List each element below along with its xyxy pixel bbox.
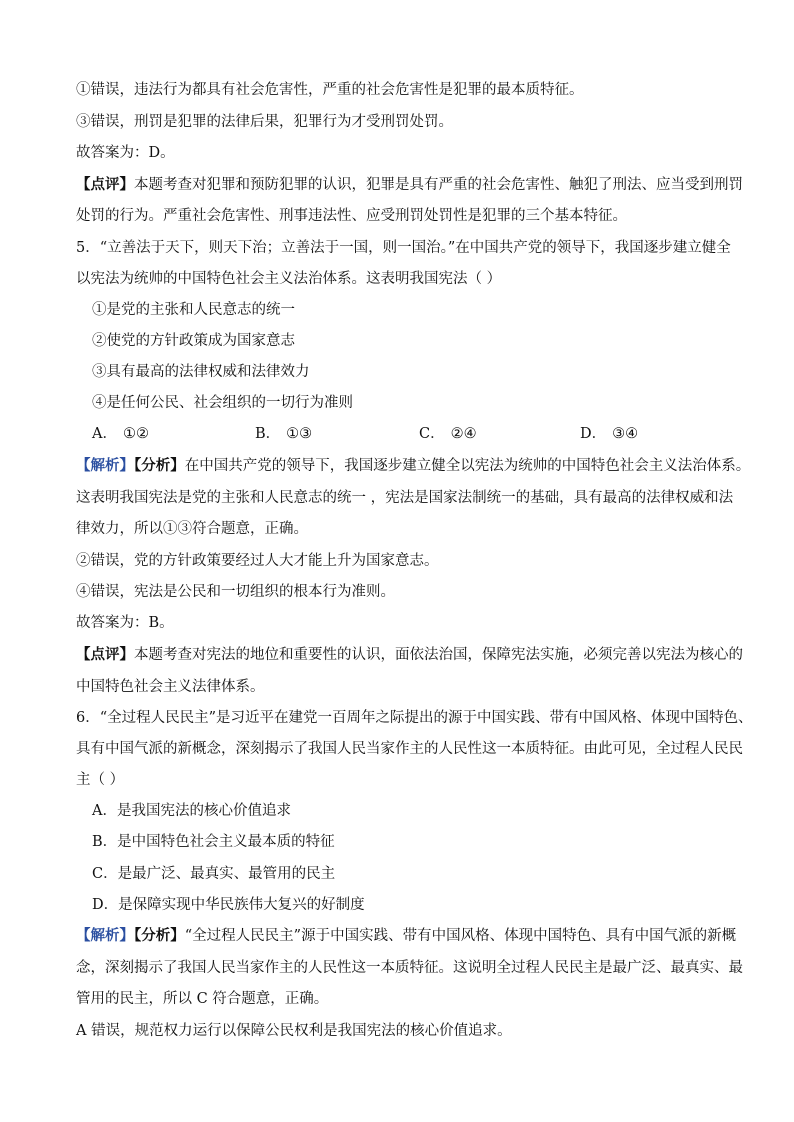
analysis-tag: 【解析】 [76, 457, 134, 474]
comment-line: 处罚的行为。严重社会危害性、刑事违法性、应受刑罚处罚性是犯罪的三个基本特征。 [76, 208, 627, 224]
comment-line: 【点评】本题考查对宪法的地位和重要性的认识，面依法治国，保障宪法实施，必须完善以宪法为核心的 [76, 646, 743, 663]
option-b: B． ①③ [255, 426, 313, 442]
question-6-stem: 具有中国气派的新概念，深刻揭示了我国人民当家作主的人民性这一本质特征。由此可见，全过程人民民 [76, 741, 743, 757]
question-6-stem: 主（ ） [76, 772, 125, 788]
statement-3: ③具有最高的法律权威和法律效力 [92, 364, 310, 380]
analysis-line: 【解析】【分析】在中国共产党的领导下，我国逐步建立健全以宪法为统帅的中国特色社会主义法治体系。 [76, 457, 751, 474]
comment-tag: 【点评】 [76, 646, 134, 663]
option-a: A． ①② [92, 426, 149, 442]
option-c: C． ②④ [419, 426, 477, 442]
comment-line: 中国特色社会主义法律体系。 [76, 679, 265, 695]
analysis-subtag: 【分析】 [134, 457, 185, 474]
analysis-line: 【解析】【分析】“全过程人民民主”源于中国实践、带有中国风格、体现中国特色、具有中国气派的新概 [76, 927, 737, 944]
statement-1: ①是党的主张和人民意志的统一 [92, 302, 295, 318]
question-5-stem: 以宪法为统帅的中国特色社会主义法治体系。这表明我国宪法（ ） [76, 271, 502, 287]
explanation-line: ②错误，党的方针政策要经过人大才能上升为国家意志。 [76, 553, 439, 569]
comment-line [76, 175, 754, 195]
statement-2: ②使党的方针政策成为国家意志 [92, 333, 295, 349]
explanation-line: A 错误，规范权力运行以保障公民权利是我国宪法的核心价值追求。 [76, 1023, 512, 1039]
question-5-options [92, 424, 732, 444]
comment-text: 本题考查对犯罪和预防犯罪的认识，犯罪是具有严重的社会危害性、触犯了刑法、应当受到刑罚 [134, 177, 743, 193]
option-a: A．是我国宪法的核心价值追求 [92, 803, 291, 819]
option-d: D．是保障实现中华民族伟大复兴的好制度 [92, 897, 365, 913]
answer-line: 故答案为：B。 [76, 615, 174, 631]
explanation-line: ④错误，宪法是公民和一切组织的根本行为准则。 [76, 584, 395, 600]
text-line: ①错误，违法行为都具有社会危害性，严重的社会危害性是犯罪的最本质特征。 [76, 82, 584, 98]
analysis-line: 这表明我国宪法是党的主张和人民意志的统一 ，宪法是国家法制统一的基础，具有最高的法律权威和法 [76, 490, 734, 506]
analysis-line: 念，深刻揭示了我国人民当家作主的人民性这一本质特征。这说明全过程人民民主是最广泛、最真实、最 [76, 960, 743, 976]
question-6-stem: 6．“全过程人民民主”是习近平在建党一百周年之际提出的源于中国实践、带有中国风格、体现中国特色、 [76, 710, 753, 726]
analysis-line: 管用的民主，所以 C 符合题意，正确。 [76, 991, 329, 1007]
statement-4: ④是任何公民、社会组织的一切行为准则 [92, 395, 353, 411]
comment-tag: 【点评】 [76, 176, 134, 193]
answer-line: 故答案为：D。 [76, 145, 175, 161]
text-line: ③错误，刑罚是犯罪的法律后果，犯罪行为才受刑罚处罚。 [76, 114, 453, 130]
analysis-line: 律效力，所以①③符合题意，正确。 [76, 521, 308, 537]
option-d: D． ③④ [580, 426, 639, 442]
option-b: B．是中国特色社会主义最本质的特征 [92, 834, 335, 850]
question-5-stem: 5．“立善法于天下，则天下治；立善法于一国，则一国治。”在中国共产党的领导下，我国逐步建立健全 [76, 240, 731, 256]
option-c: C．是最广泛、最真实、最管用的民主 [92, 866, 336, 882]
analysis-tag: 【解析】 [76, 927, 134, 944]
analysis-subtag: 【分析】 [134, 927, 185, 944]
